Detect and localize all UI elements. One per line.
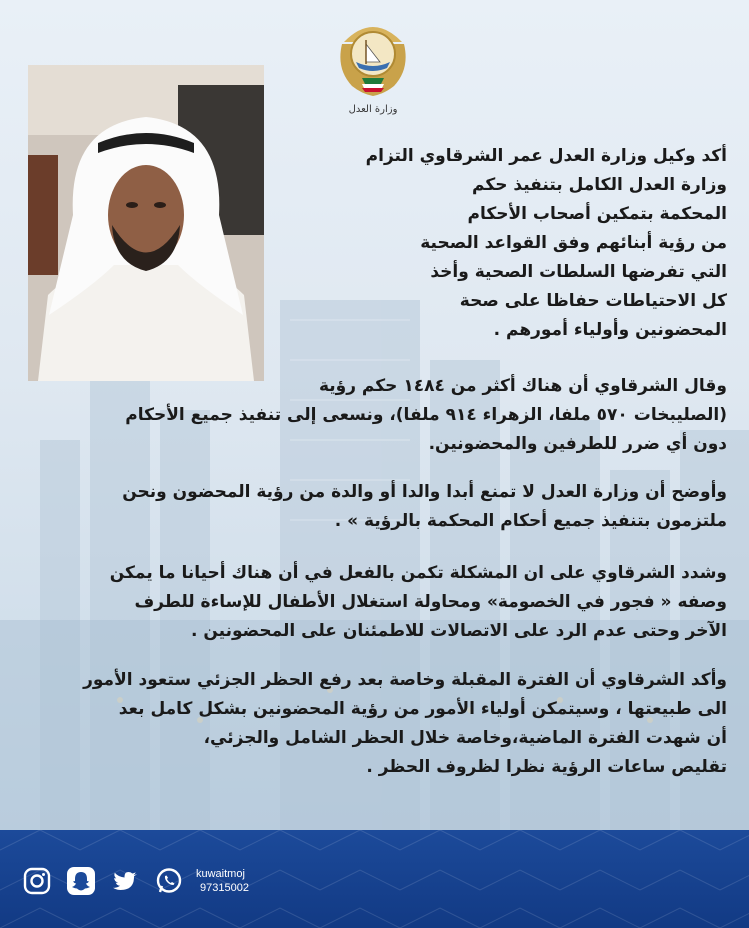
- intro-line: من رؤية أبنائهم وفق القواعد الصحية: [420, 233, 727, 253]
- paragraph-3: [17, 559, 727, 646]
- intro-line: وزارة العدل الكامل بتنفيذ حكم: [472, 175, 727, 195]
- contact-info: [196, 867, 249, 895]
- emblem-caption: وزارة العدل: [348, 104, 398, 115]
- paragraph-line: الى طبيعتها ، وسيتمكن أولياء الأمور من رؤية المحضونين بشكل كامل بعد: [118, 699, 727, 719]
- whatsapp-icon[interactable]: [154, 866, 184, 896]
- paragraph-line: وأكد الشرقاوي أن الفترة المقبلة وخاصة بعد رفع الحظر الجزئي ستعود الأمور: [83, 670, 727, 690]
- social-handle[interactable]: kuwaitmoj: [196, 868, 245, 880]
- kuwait-emblem-icon: [332, 14, 414, 116]
- paragraph-line: وقال الشرقاوي أن هناك أكثر من ١٤٨٤ حكم رؤية: [318, 376, 727, 396]
- intro-line: المحكمة بتمكين أصحاب الأحكام: [467, 204, 727, 224]
- paragraph-line: وأوضح أن وزارة العدل لا تمنع أبدا والدا أو والدة من رؤية المحضون ونحن: [122, 482, 727, 502]
- paragraph-4: [17, 666, 727, 782]
- intro-line: كل الاحتياطات حفاظا على صحة: [459, 291, 727, 311]
- instagram-icon[interactable]: [22, 866, 52, 896]
- intro-line: التي تفرضها السلطات الصحية وأخذ: [430, 262, 727, 282]
- paragraph-line: ملتزمون بتنفيذ جميع أحكام المحكمة بالرؤية » .: [334, 511, 727, 531]
- social-icons: [22, 866, 184, 896]
- paragraph-line: الآخر وحتى عدم الرد على الاتصالات للاطمئنان على المحضونين .: [190, 621, 727, 641]
- paragraph-line: (الصليبخات ٥٧٠ ملفا، الزهراء ٩١٤ ملفا)، ونسعى إلى تنفيذ جميع الأحكام: [125, 405, 727, 425]
- intro-line: المحضونين وأولياء أمورهم .: [493, 320, 727, 340]
- paragraph-line: أن شهدت الفترة الماضية،وخاصة خلال الحظر الشامل والجزئي،: [203, 728, 727, 748]
- phone-number[interactable]: 97315002: [200, 882, 249, 894]
- paragraph-line: وشدد الشرقاوي على ان المشكلة تكمن بالفعل في أن هناك أحيانا ما يمكن: [109, 563, 727, 583]
- snapchat-icon[interactable]: [66, 866, 96, 896]
- paragraph-line: تقليص ساعات الرؤية نظرا لظروف الحظر .: [366, 757, 727, 777]
- ministry-emblem: [332, 14, 414, 116]
- paragraph-2: [17, 478, 727, 536]
- paragraph-line: وصفه « فجور في الخصومة» ومحاولة استغلال الأطفال للإساءة للطرف: [134, 592, 727, 612]
- twitter-icon[interactable]: [110, 866, 140, 896]
- official-portrait: [28, 65, 264, 381]
- paragraph-1: [17, 372, 727, 459]
- footer-bar: [0, 830, 749, 928]
- paragraph-line: دون أي ضرر للطرفين والمحضونين.: [428, 434, 727, 454]
- intro-text: [287, 142, 727, 345]
- intro-line: أكد وكيل وزارة العدل عمر الشرقاوي التزام: [365, 146, 727, 166]
